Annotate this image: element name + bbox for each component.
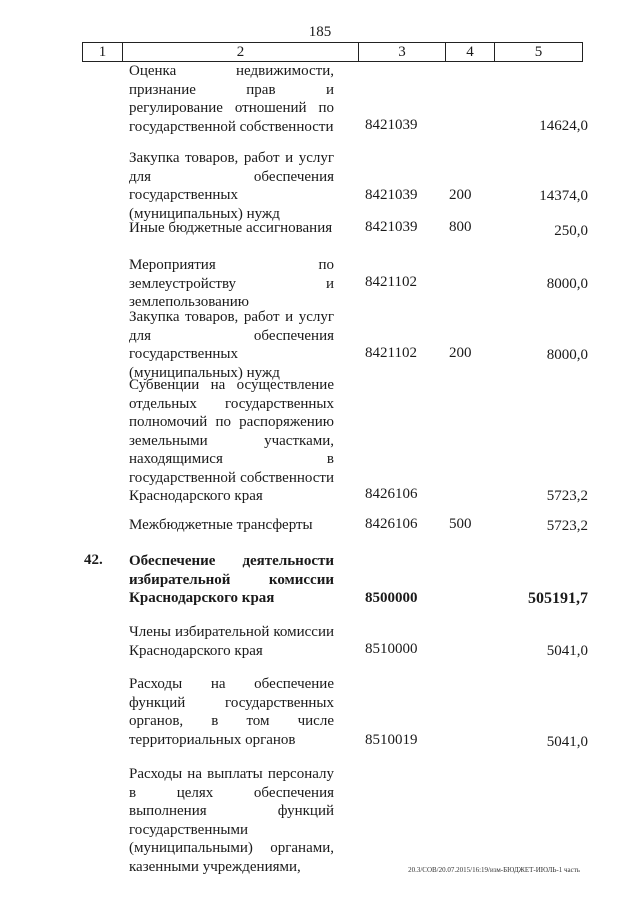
row-kvr: 500 xyxy=(449,516,472,532)
row-name: Закупка товаров, работ и услуг для обеспечения государственных (муниципальных) нужд xyxy=(129,309,334,381)
row-name: Расходы на обеспечение функций государственных органов, в том числе территориальных органов xyxy=(129,676,334,748)
row-number: 42. xyxy=(84,552,103,568)
row-name: Субвенции на осуществление отдельных государственных полномочий по распоряжению земельными участками, находящимися в государственной собственности Краснодарского края xyxy=(129,377,334,504)
footer-reference: 20.3/СОВ/20.07.2015/16:19/изм-БЮДЖЕТ-ИЮЛЬ-1 часть xyxy=(408,866,580,874)
row-code: 8426106 xyxy=(365,516,418,532)
row-name: Закупка товаров, работ и услуг для обеспечения государственных (муниципальных) нужд xyxy=(129,150,334,222)
row-amount: 8000,0 xyxy=(546,347,588,363)
row-kvr: 200 xyxy=(449,345,472,361)
header-col-4: 4 xyxy=(446,43,495,61)
row-name: Мероприятия по землеустройству и землепользованию xyxy=(129,257,334,310)
row-code: 8421039 xyxy=(365,117,418,133)
row-name: Иные бюджетные ассигнования xyxy=(129,220,333,236)
row-name: Обеспечение деятельности избирательной комиссии Краснодарского края xyxy=(129,553,334,606)
table-header-row xyxy=(82,42,583,62)
row-amount: 8000,0 xyxy=(546,276,588,292)
row-name: Оценка недвижимости, признание прав и регулирование отношений по государственной собственности xyxy=(129,63,334,135)
header-col-2: 2 xyxy=(123,43,359,61)
row-amount: 5723,2 xyxy=(546,488,588,504)
row-code: 8421102 xyxy=(365,345,417,361)
row-code: 8426106 xyxy=(365,486,418,502)
row-code: 8421039 xyxy=(365,187,418,203)
row-amount: 14374,0 xyxy=(539,188,588,204)
row-code: 8500000 xyxy=(365,590,418,606)
row-kvr: 200 xyxy=(449,187,472,203)
row-kvr: 800 xyxy=(449,219,472,235)
row-code: 8510019 xyxy=(365,732,418,748)
row-amount: 5041,0 xyxy=(546,734,588,750)
row-name: Члены избирательной комиссии Краснодарского края xyxy=(129,624,334,659)
row-name: Расходы на выплаты персоналу в целях обеспечения выполнения функций государственными (муниципальными) органами, казенными учреждениями, xyxy=(129,766,334,875)
header-col-5: 5 xyxy=(534,44,543,60)
row-code: 8421039 xyxy=(365,219,418,235)
page-number: 185 xyxy=(308,24,332,40)
header-col-1: 1 xyxy=(83,43,123,61)
row-name: Межбюджетные трансферты xyxy=(129,517,313,533)
row-code: 8510000 xyxy=(365,641,418,657)
row-amount: 5041,0 xyxy=(546,643,588,659)
row-amount: 14624,0 xyxy=(539,118,588,134)
header-col-3: 3 xyxy=(359,43,446,61)
row-code: 8421102 xyxy=(365,274,417,290)
row-amount: 5723,2 xyxy=(546,518,588,534)
row-amount: 505191,7 xyxy=(528,590,588,607)
row-amount: 250,0 xyxy=(554,223,588,239)
